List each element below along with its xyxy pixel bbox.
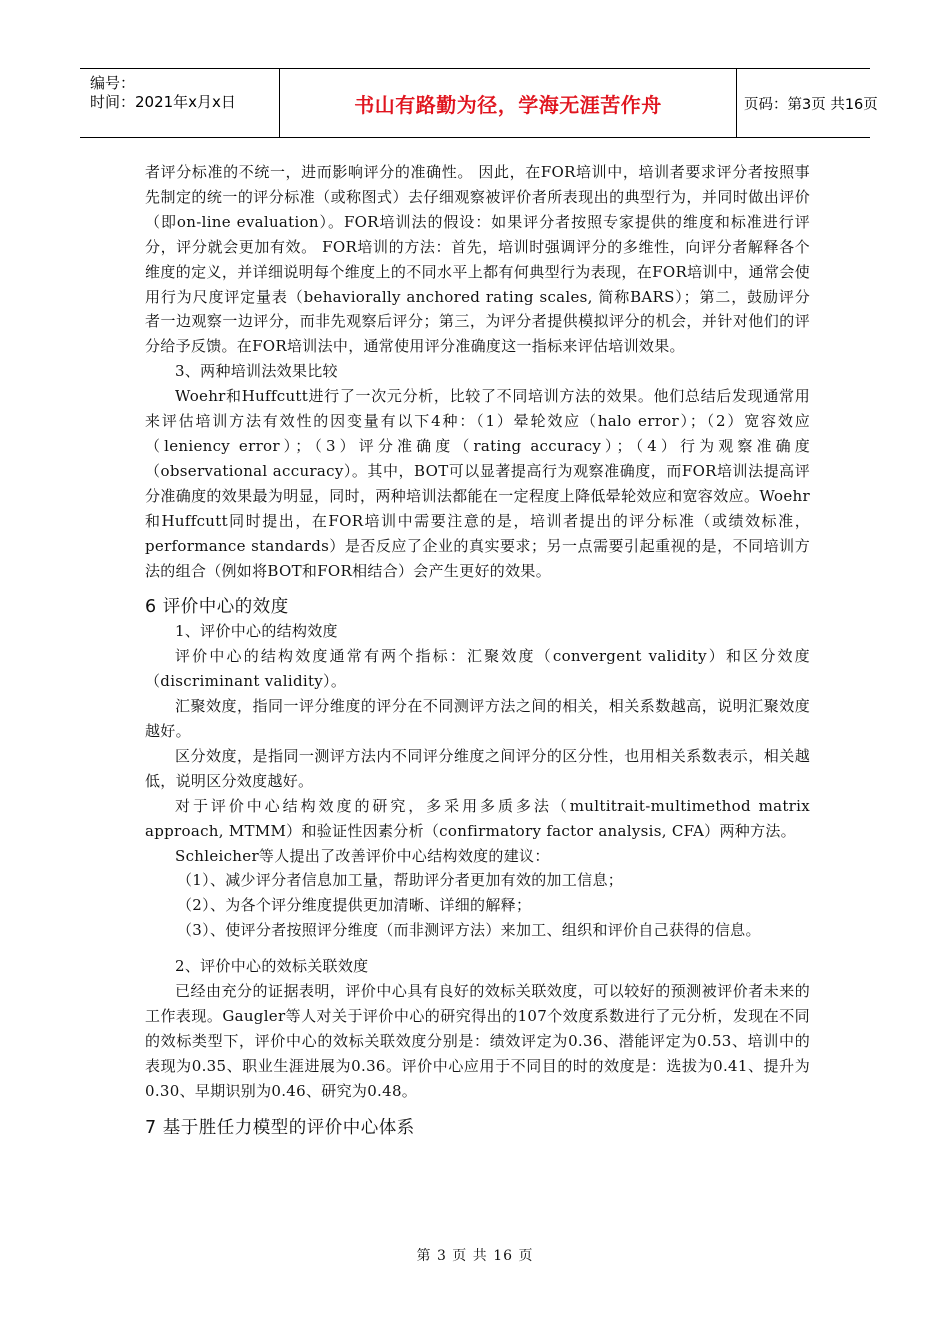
spacer	[145, 943, 810, 954]
list-item: （3）、使评分者按照评分维度（而非测评方法）来加工、组织和评价自己获得的信息。	[177, 921, 761, 940]
spacer	[145, 583, 810, 595]
paragraph-gaugler: 已经由充分的证据表明，评价中心具有良好的效标关联效度，可以较好的预测被评价者未来的工作表现。Gaugler等人对关于评价中心的研究得出的107个效度系数进行了元分析，发现在不同的效标类型下，评价中心的效标关联效度分别是：绩效评定为0.36、潜能评定为0.53、培训中的表现为0.35、职业生涯进展为0.36。评价中心应用于不同目的时的效度是：选拔为0.41、提升为0.30、早期识别为0.46、研究为0.48。	[145, 982, 810, 1100]
subheading-construct-validity: 1、评价中心的结构效度	[175, 622, 338, 641]
section-heading-7: 7 基于胜任力模型的评价中心体系	[145, 1117, 415, 1138]
paragraph-for-training: 者评分标准的不统一，进而影响评分的准确性。 因此，在FOR培训中，培训者要求评分者按照事先制定的统一的评分标准（或称图式）去仔细观察被评价者所表现出的典型行为，并同时做出评价（即on-line evaluation）。FOR培训法的假设：如果评分者按照专家提供的维度和标准进行评分，评分就会更加有效。 FOR培训的方法：首先，培训时强调评分的多维性，向评分者解释各个维度的定义，并详细说明每个维度上的不同水平上都有何典型行为表现，在FOR培训中，通常会使用行为尺度评定量表（behaviorally anchored rating scales, 简称BARS）；第二，鼓励评分者一边观察一边评分，而非先观察后评分；第三，为评分者提供模拟评分的机会，并针对他们的评分给予反馈。在FOR培训法中，通常使用评分准确度这一指标来评估培训效果。	[145, 163, 810, 356]
page-footer	[0, 1245, 950, 1265]
section-heading-6: 6 评价中心的效度	[145, 597, 289, 618]
subheading-training-comparison: 3、两种培训法效果比较	[175, 362, 338, 381]
header-motto-cell	[280, 69, 737, 137]
header-motto: 书山有路勤为径，学海无涯苦作舟	[354, 92, 662, 117]
list-item: （1）、减少评分者信息加工量，帮助评分者更加有效的加工信息；	[177, 871, 624, 890]
doc-date-label: 时间：2021年x月x日	[90, 93, 236, 111]
footer-page-number: 第 3 页 共 16 页	[416, 1248, 534, 1264]
subheading-criterion-validity: 2、评价中心的效标关联效度	[175, 957, 369, 976]
doc-code-label: 编号：	[90, 74, 136, 92]
paragraph-schleicher: Schleicher等人提出了改善评价中心结构效度的建议：	[175, 846, 550, 865]
spacer	[145, 1104, 810, 1116]
paragraph-woehr-huffcutt: Woehr和Huffcutt进行了一次元分析，比较了不同培训方法的效果。他们总结后发现通常用来评估培训方法有效性的因变量有以下4种：（1）晕轮效应（halo error）；（2）宽容效应（leniency error）；（3）评分准确度（rating accuracy）；（4）行为观察准确度（observational accuracy）。其中，BOT可以显著提高行为观察准确度，而FOR培训法提高评分准确度的效果最为明显，同时，两种培训法都能在一定程度上降低晕轮效应和宽容效应。Woehr和Huffcutt同时提出，在FOR培训中需要注意的是，培训者提出的评分标准（或绩效标准，performance standards）是否反应了企业的真实要求；另一点需要引起重视的是，不同培训方法的组合（例如将BOT和FOR相结合）会产生更好的效果。	[145, 387, 810, 580]
header-page-info: 页码：第3页 共16页	[744, 96, 878, 113]
list-item: （2）、为各个评分维度提供更加清晰、详细的解释；	[177, 896, 532, 915]
paragraph-research-methods: 对于评价中心结构效度的研究，多采用多质多法（multitrait-multimethod matrix approach, MTMM）和验证性因素分析（confirmatory factor analysis, CFA）两种方法。	[145, 796, 810, 840]
header-page-cell	[738, 69, 876, 137]
page-header	[80, 68, 878, 138]
document-body	[145, 160, 810, 1140]
paragraph-construct-indicators: 评价中心的结构效度通常有两个指标：汇聚效度（convergent validity）和区分效度（discriminant validity）。	[145, 647, 810, 691]
header-info-cell	[80, 69, 280, 137]
paragraph-convergent-validity: 汇聚效度，指同一评分维度的评分在不同测评方法之间的相关，相关系数越高，说明汇聚效度越好。	[145, 697, 810, 741]
paragraph-discriminant-validity: 区分效度，是指同一测评方法内不同评分维度之间评分的区分性，也用相关系数表示，相关越低，说明区分效度越好。	[145, 746, 810, 790]
